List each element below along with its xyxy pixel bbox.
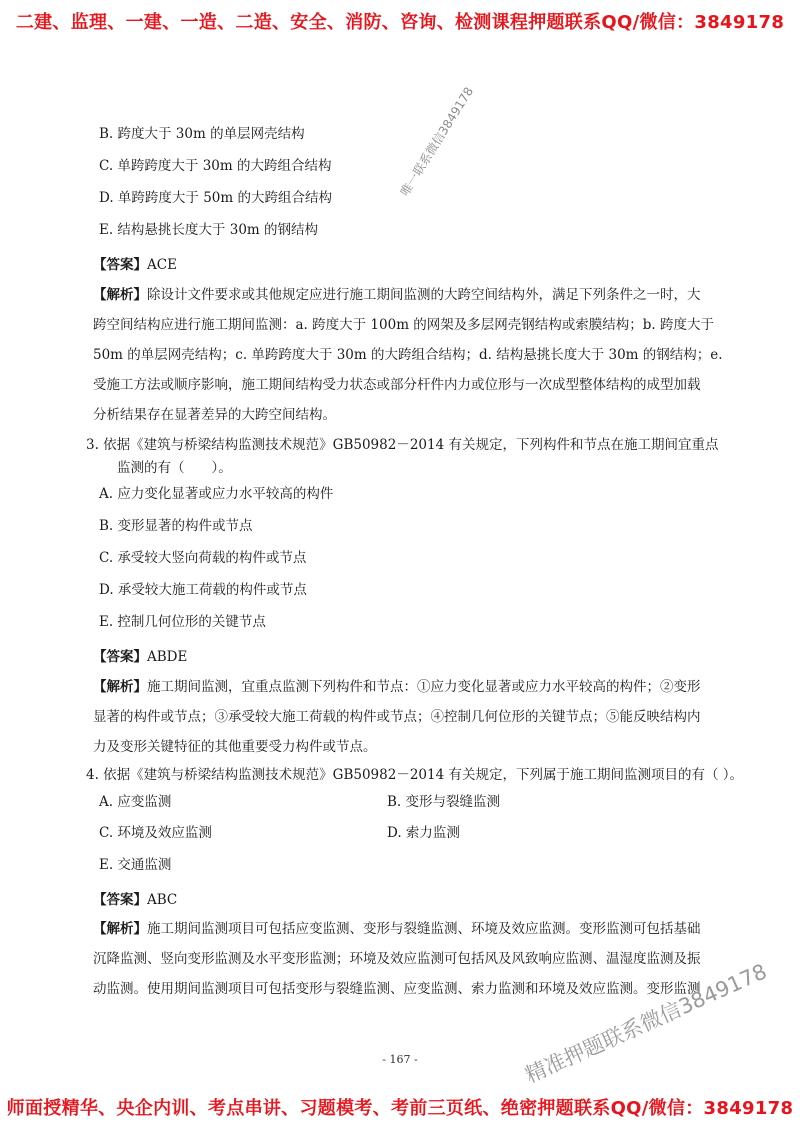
q3-stem: 3. 依据《建筑与桥梁结构监测技术规范》GB50982－2014 有关规定，下列构件和节点在施工期间宜重点 [86, 437, 719, 453]
q2-option-d: D. 单跨跨度大于 50m 的大跨组合结构 [99, 190, 332, 206]
q2-analysis-line: 50m 的单层网壳结构；c. 单跨跨度大于 30m 的大跨组合结构；d. 结构悬挑长度大于 30m 的钢结构；e. [93, 347, 723, 363]
q4-option-a: A. 应变监测 [99, 794, 172, 810]
q3-option-c: C. 承受较大竖向荷载的构件或节点 [99, 550, 307, 566]
q4-analysis-line: 动监测。使用期间监测项目可包括变形与裂缝监测、应变监测、索力监测和环境及效应监测。变形监测 [93, 981, 701, 997]
q3-option-b: B. 变形显著的构件或节点 [99, 518, 253, 534]
analysis-label: 【解析】 [93, 921, 147, 937]
analysis-label: 【解析】 [93, 287, 147, 303]
q2-analysis-line: 分析结果存在显著差异的大跨空间结构。 [93, 407, 336, 423]
answer-value: ABDE [147, 649, 188, 665]
q4-stem: 4. 依据《建筑与桥梁结构监测技术规范》GB50982－2014 有关规定，下列属于施工期间监测项目的有（ ）。 [86, 767, 744, 783]
q3-answer [93, 648, 187, 666]
q3-analysis-line: 显著的构件或节点；③承受较大施工荷载的构件或节点；④控制几何位形的关键节点；⑤能反映结构内 [93, 709, 701, 725]
q3-option-a: A. 应力变化显著或应力水平较高的构件 [99, 486, 334, 502]
watermark-large: 精准押题联系微信3849178 [521, 959, 771, 1088]
q2-analysis-line: 受施工方法或顺序影响，施工期间结构受力状态或部分杆件内力或位形与一次成型整体结构的成型加载 [93, 377, 701, 393]
q4-option-d: D. 索力监测 [387, 825, 460, 841]
answer-label: 【答案】 [93, 892, 147, 908]
q4-analysis-line [93, 920, 733, 938]
q4-option-c: C. 环境及效应监测 [99, 825, 212, 841]
q2-analysis-line: 跨空间结构应进行施工期间监测：a. 跨度大于 100m 的网架及多层网壳钢结构或索膜结构；b. 跨度大于 [93, 317, 715, 333]
analysis-text: 施工期间监测，宜重点监测下列构件和节点：①应力变化显著或应力水平较高的构件；②变形 [147, 679, 701, 695]
q2-option-c: C. 单跨跨度大于 30m 的大跨组合结构 [99, 158, 332, 174]
q2-answer [93, 256, 177, 274]
q3-analysis-line: 力及变形关键特征的其他重要受力构件或节点。 [93, 739, 377, 755]
watermark-small: 唯一联系微信3849178 [397, 84, 477, 199]
q4-analysis-line: 沉降监测、竖向变形监测及水平变形监测；环境及效应监测可包括风及风致响应监测、温湿度监测及振 [93, 951, 701, 967]
q2-option-b: B. 跨度大于 30m 的单层网壳结构 [99, 126, 305, 142]
answer-value: ABC [147, 892, 178, 908]
analysis-label: 【解析】 [93, 679, 147, 695]
q4-answer [93, 891, 177, 909]
q3-analysis-line [93, 678, 733, 696]
q2-option-e: E. 结构悬挑长度大于 30m 的钢结构 [99, 222, 318, 238]
header-banner: 二建、监理、一建、一造、二造、安全、消防、咨询、检测课程押题联系QQ/微信：3849178 [15, 12, 785, 33]
analysis-text: 施工期间监测项目可包括应变监测、变形与裂缝监测、环境及效应监测。变形监测可包括基础 [147, 921, 701, 937]
analysis-text: 除设计文件要求或其他规定应进行施工期间监测的大跨空间结构外，满足下列条件之一时，大 [147, 287, 701, 303]
q2-analysis-line [93, 286, 733, 304]
q3-option-e: E. 控制几何位形的关键节点 [99, 614, 266, 630]
answer-label: 【答案】 [93, 257, 147, 273]
q4-option-e: E. 交通监测 [99, 857, 172, 873]
page-number: - 167 - [382, 1053, 418, 1066]
answer-label: 【答案】 [93, 649, 147, 665]
answer-value: ACE [147, 257, 177, 273]
q3-option-d: D. 承受较大施工荷载的构件或节点 [99, 582, 307, 598]
q4-option-b: B. 变形与裂缝监测 [387, 794, 501, 810]
footer-banner: 师面授精华、央企内训、考点串讲、习题模考、考前三页纸、绝密押题联系QQ/微信：3849178 [6, 1098, 794, 1119]
q3-stem-cont: 监测的有（ ）。 [117, 460, 232, 476]
